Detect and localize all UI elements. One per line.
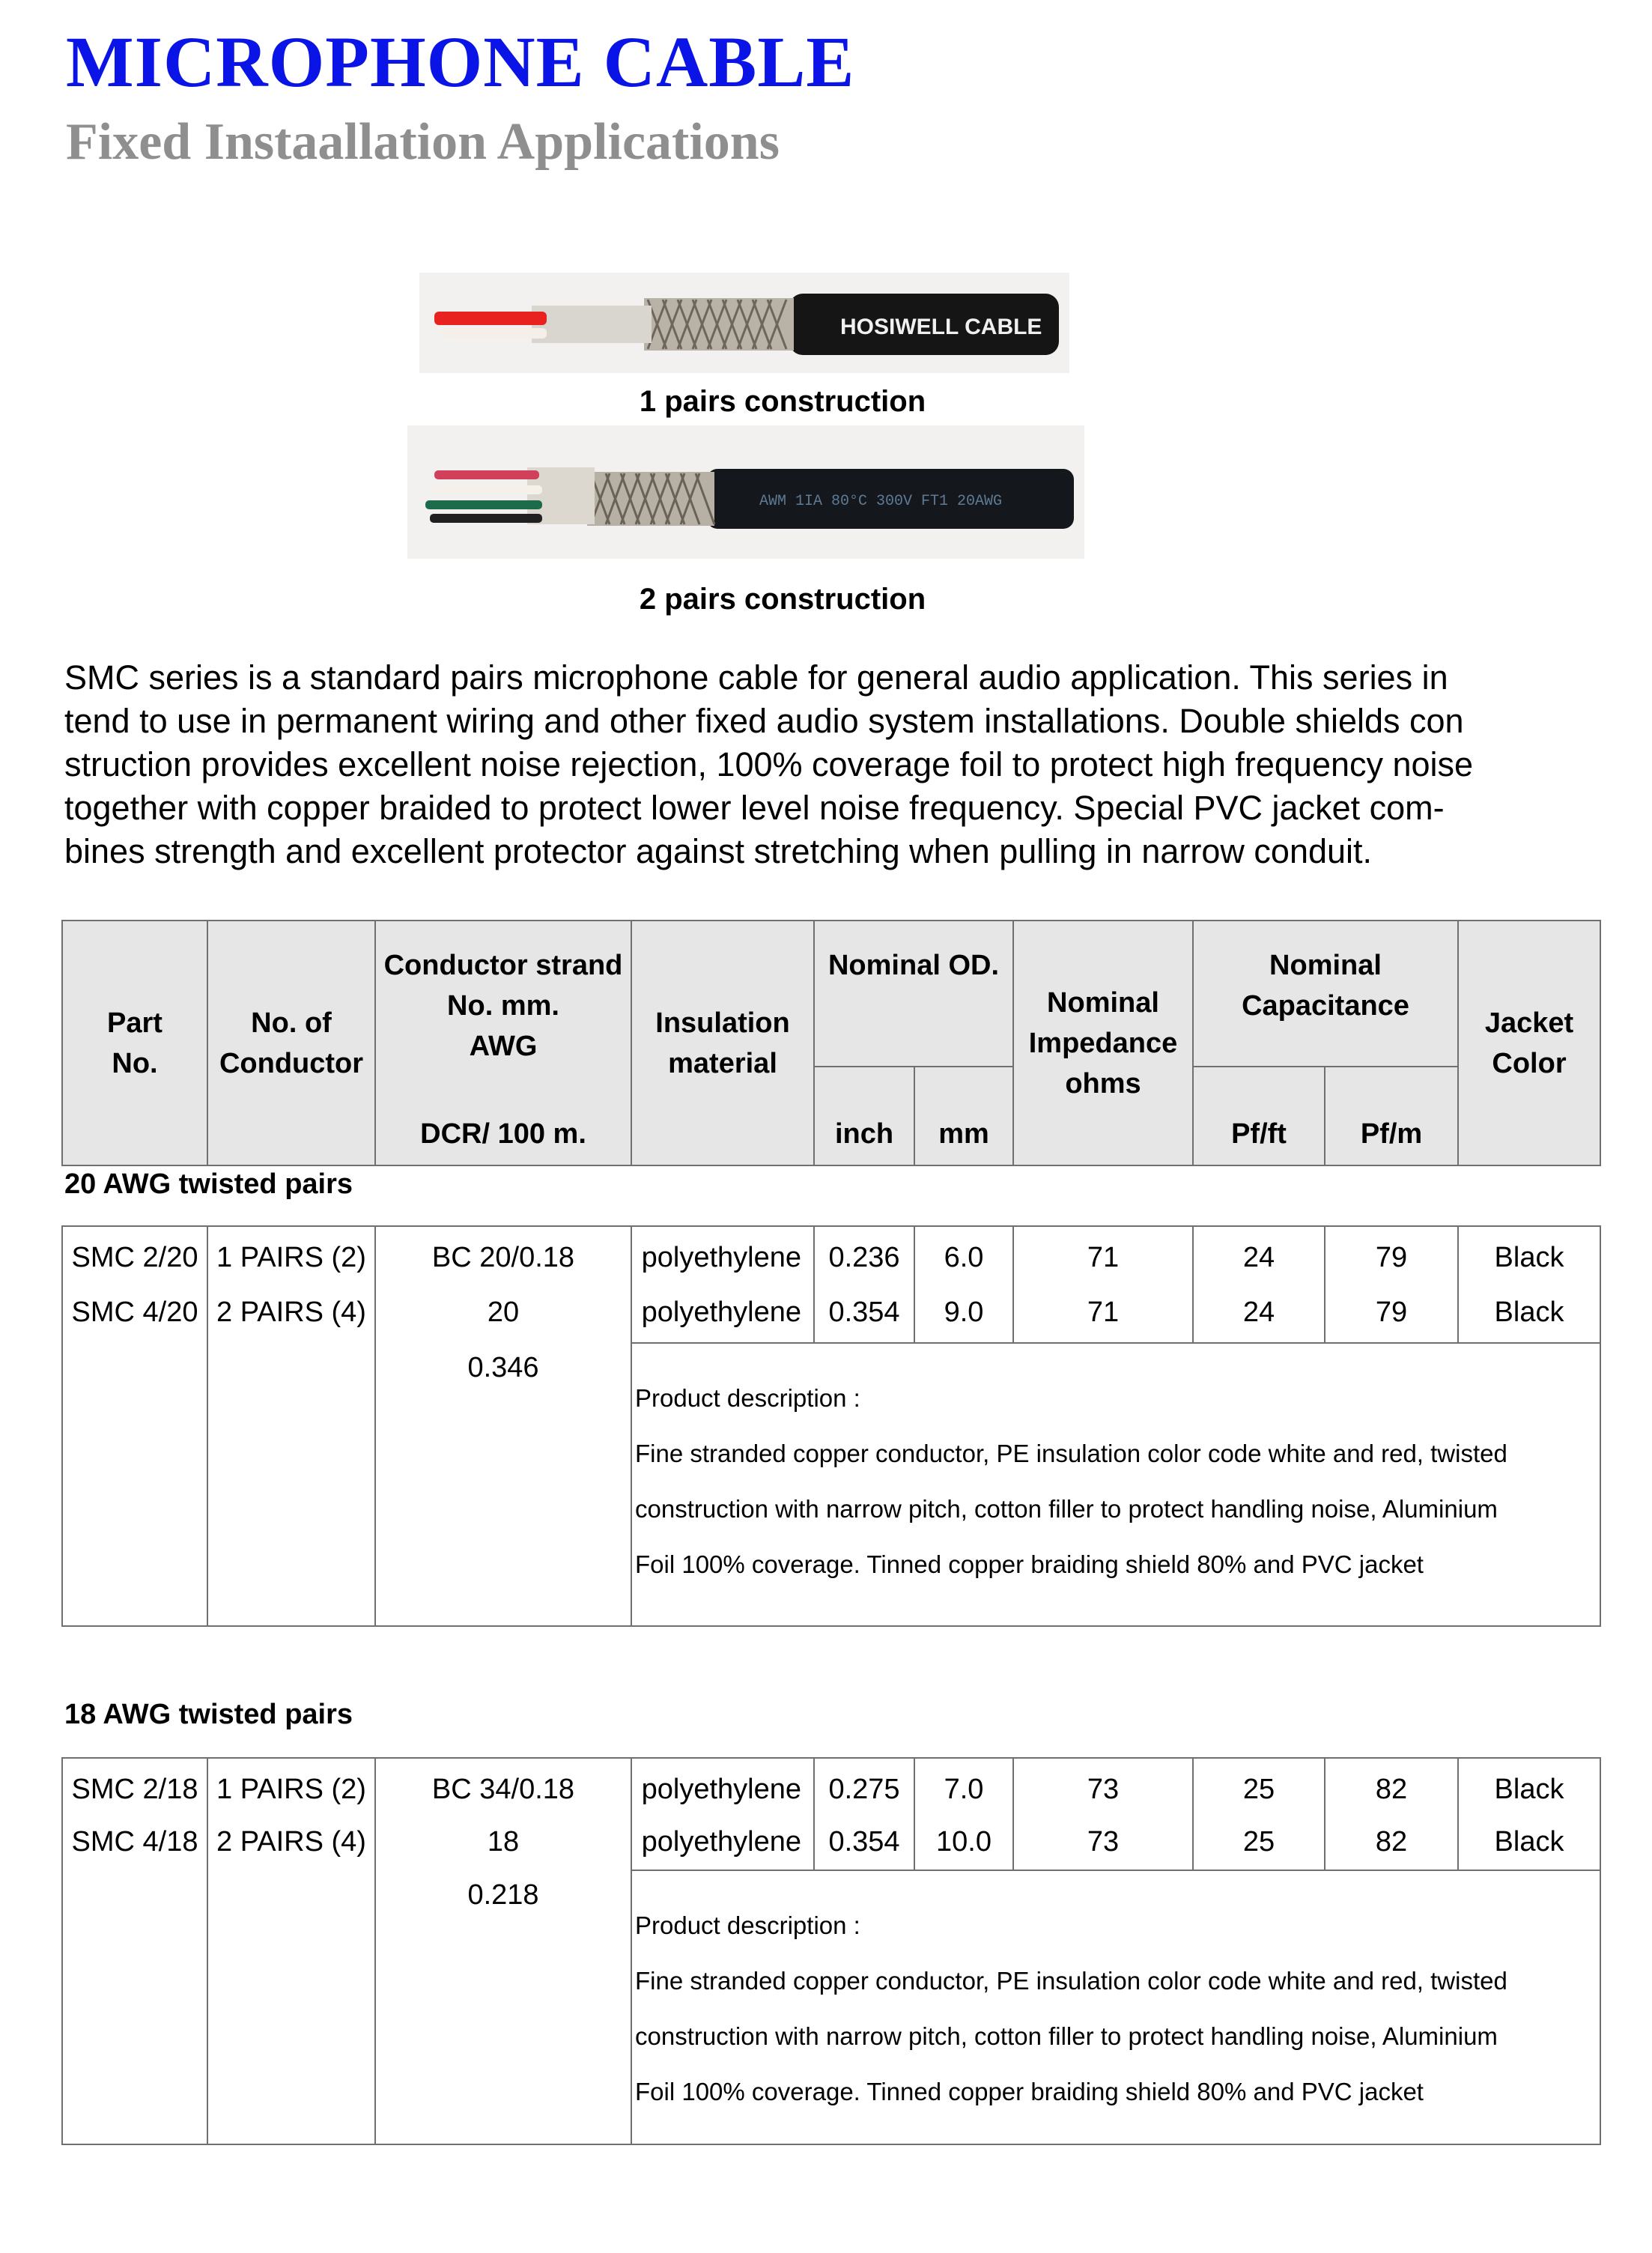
- cable-photo-1-pair: [419, 273, 1069, 373]
- cell-jacket-color: Black: [1458, 1226, 1600, 1288]
- table-row: [62, 1226, 1600, 1288]
- cell-conductors: 1 PAIRS (2): [207, 1758, 375, 1817]
- header-conductors: No. of Conductor: [207, 921, 375, 1165]
- cable-print-2: AWM 1IA 80°C 300V FT1 20AWG: [759, 493, 1003, 510]
- section-label-20awg: 20 AWG twisted pairs: [64, 1168, 353, 1200]
- photo-caption-2: 2 pairs construction: [639, 583, 926, 616]
- cell-jacket-color: Black: [1458, 1288, 1600, 1343]
- cell-dcr: 0.346: [375, 1343, 631, 1626]
- product-description: Product description : Fine stranded copper conductor, PE insulation color code white and red, twisted construction with narrow pitch, cotton filler to protect handling noise, Aluminium Foil 100% coverage. Tinned copper braiding shield 80% and PVC jacket: [631, 1343, 1600, 1626]
- header-conductor-strand: Conductor strand No. mm. AWG: [375, 921, 631, 1067]
- cell-od-inch: 0.354: [814, 1817, 914, 1870]
- cell-conductors: 1 PAIRS (2): [207, 1226, 375, 1288]
- section-label-18awg: 18 AWG twisted pairs: [64, 1699, 353, 1730]
- page-subtitle: Fixed Instaallation Applications: [66, 113, 780, 171]
- cell-cap-m: 82: [1325, 1758, 1458, 1817]
- header-cap-pf-m: Pf/m: [1325, 1067, 1458, 1165]
- table-row: [62, 1288, 1600, 1343]
- header-od-mm: mm: [914, 1067, 1013, 1165]
- cell-cap-m: 79: [1325, 1288, 1458, 1343]
- cell-insulation: polyethylene: [631, 1758, 814, 1817]
- cell-strand: BC 34/0.18: [375, 1758, 631, 1817]
- cell-jacket-color: Black: [1458, 1817, 1600, 1870]
- spec-table-header: [61, 920, 1601, 1166]
- header-nominal-od: Nominal OD.: [814, 921, 1013, 1067]
- header-impedance: Nominal Impedance ohms: [1013, 921, 1193, 1165]
- cell-cap-m: 79: [1325, 1226, 1458, 1288]
- spec-table-18awg: [61, 1757, 1601, 2145]
- cell-od-mm: 9.0: [914, 1288, 1013, 1343]
- product-description: Product description : Fine stranded copper conductor, PE insulation color code white and red, twisted construction with narrow pitch, cotton filler to protect handling noise, Aluminium Foil 100% coverage. Tinned copper braiding shield 80% and PVC jacket: [631, 1870, 1600, 2144]
- cell-insulation: polyethylene: [631, 1288, 814, 1343]
- cell-part-no: SMC 4/18: [71, 1826, 198, 1858]
- cell-od-mm: 7.0: [914, 1758, 1013, 1817]
- cell-conductors: 2 PAIRS (4): [207, 1817, 375, 1870]
- cell-conductors: 2 PAIRS (4): [207, 1288, 375, 1343]
- intro-line: SMC series is a standard pairs microphone cable for general audio application. This series in: [64, 658, 1448, 697]
- cell-cap-m: 82: [1325, 1817, 1458, 1870]
- cell-cap-ft: 24: [1193, 1226, 1325, 1288]
- cell-od-inch: 0.275: [814, 1758, 914, 1817]
- photo-caption-1: 1 pairs construction: [639, 385, 926, 418]
- cell-impedance: 73: [1013, 1758, 1193, 1817]
- cell-strand: 18: [375, 1817, 631, 1870]
- cell-od-inch: 0.354: [814, 1288, 914, 1343]
- cell-strand: 20: [375, 1288, 631, 1343]
- intro-line: bines strength and excellent protector against stretching when pulling in narrow conduit.: [64, 832, 1373, 870]
- cable-photo-2-pairs: [407, 425, 1084, 559]
- cell-impedance: 71: [1013, 1288, 1193, 1343]
- cell-strand: BC 20/0.18: [375, 1226, 631, 1288]
- cell-impedance: 73: [1013, 1817, 1193, 1870]
- table-row: [62, 1343, 1600, 1626]
- cell-od-mm: 6.0: [914, 1226, 1013, 1288]
- cell-jacket-color: Black: [1458, 1758, 1600, 1817]
- cell-cap-ft: 25: [1193, 1758, 1325, 1817]
- header-part-no: Part No.: [62, 921, 207, 1165]
- table-row: [62, 1758, 1600, 1817]
- header-od-inch: inch: [814, 1067, 914, 1165]
- cell-part-no: SMC 2/18: [71, 1774, 198, 1805]
- cell-impedance: 71: [1013, 1226, 1193, 1288]
- intro-line: together with copper braided to protect lower level noise frequency. Special PVC jacket com-: [64, 789, 1445, 827]
- header-dcr: DCR/ 100 m.: [375, 1067, 631, 1165]
- table-row: [62, 1870, 1600, 2144]
- cell-cap-ft: 25: [1193, 1817, 1325, 1870]
- cell-part-no: SMC 4/20: [71, 1297, 198, 1329]
- intro-line: struction provides excellent noise rejection, 100% coverage foil to protect high frequency noise: [64, 745, 1474, 783]
- intro-line: tend to use in permanent wiring and other fixed audio system installations. Double shields con: [64, 702, 1464, 740]
- cell-od-inch: 0.236: [814, 1226, 914, 1288]
- header-cap-pf-ft: Pf/ft: [1193, 1067, 1325, 1165]
- intro-paragraph: [64, 656, 1592, 873]
- header-insulation: Insulation material: [631, 921, 814, 1165]
- cell-cap-ft: 24: [1193, 1288, 1325, 1343]
- cell-part-no: SMC 2/20: [71, 1242, 198, 1273]
- cell-dcr: 0.218: [375, 1870, 631, 2144]
- page-title: MICROPHONE CABLE: [66, 22, 855, 102]
- spec-table-20awg: [61, 1225, 1601, 1627]
- cell-insulation: polyethylene: [631, 1817, 814, 1870]
- cell-insulation: polyethylene: [631, 1226, 814, 1288]
- table-row: [62, 1817, 1600, 1870]
- header-capacitance: Nominal Capacitance: [1193, 921, 1458, 1067]
- cable-print-1: HOSIWELL CABLE: [840, 315, 1042, 339]
- cell-od-mm: 10.0: [914, 1817, 1013, 1870]
- header-jacket-color: Jacket Color: [1458, 921, 1600, 1165]
